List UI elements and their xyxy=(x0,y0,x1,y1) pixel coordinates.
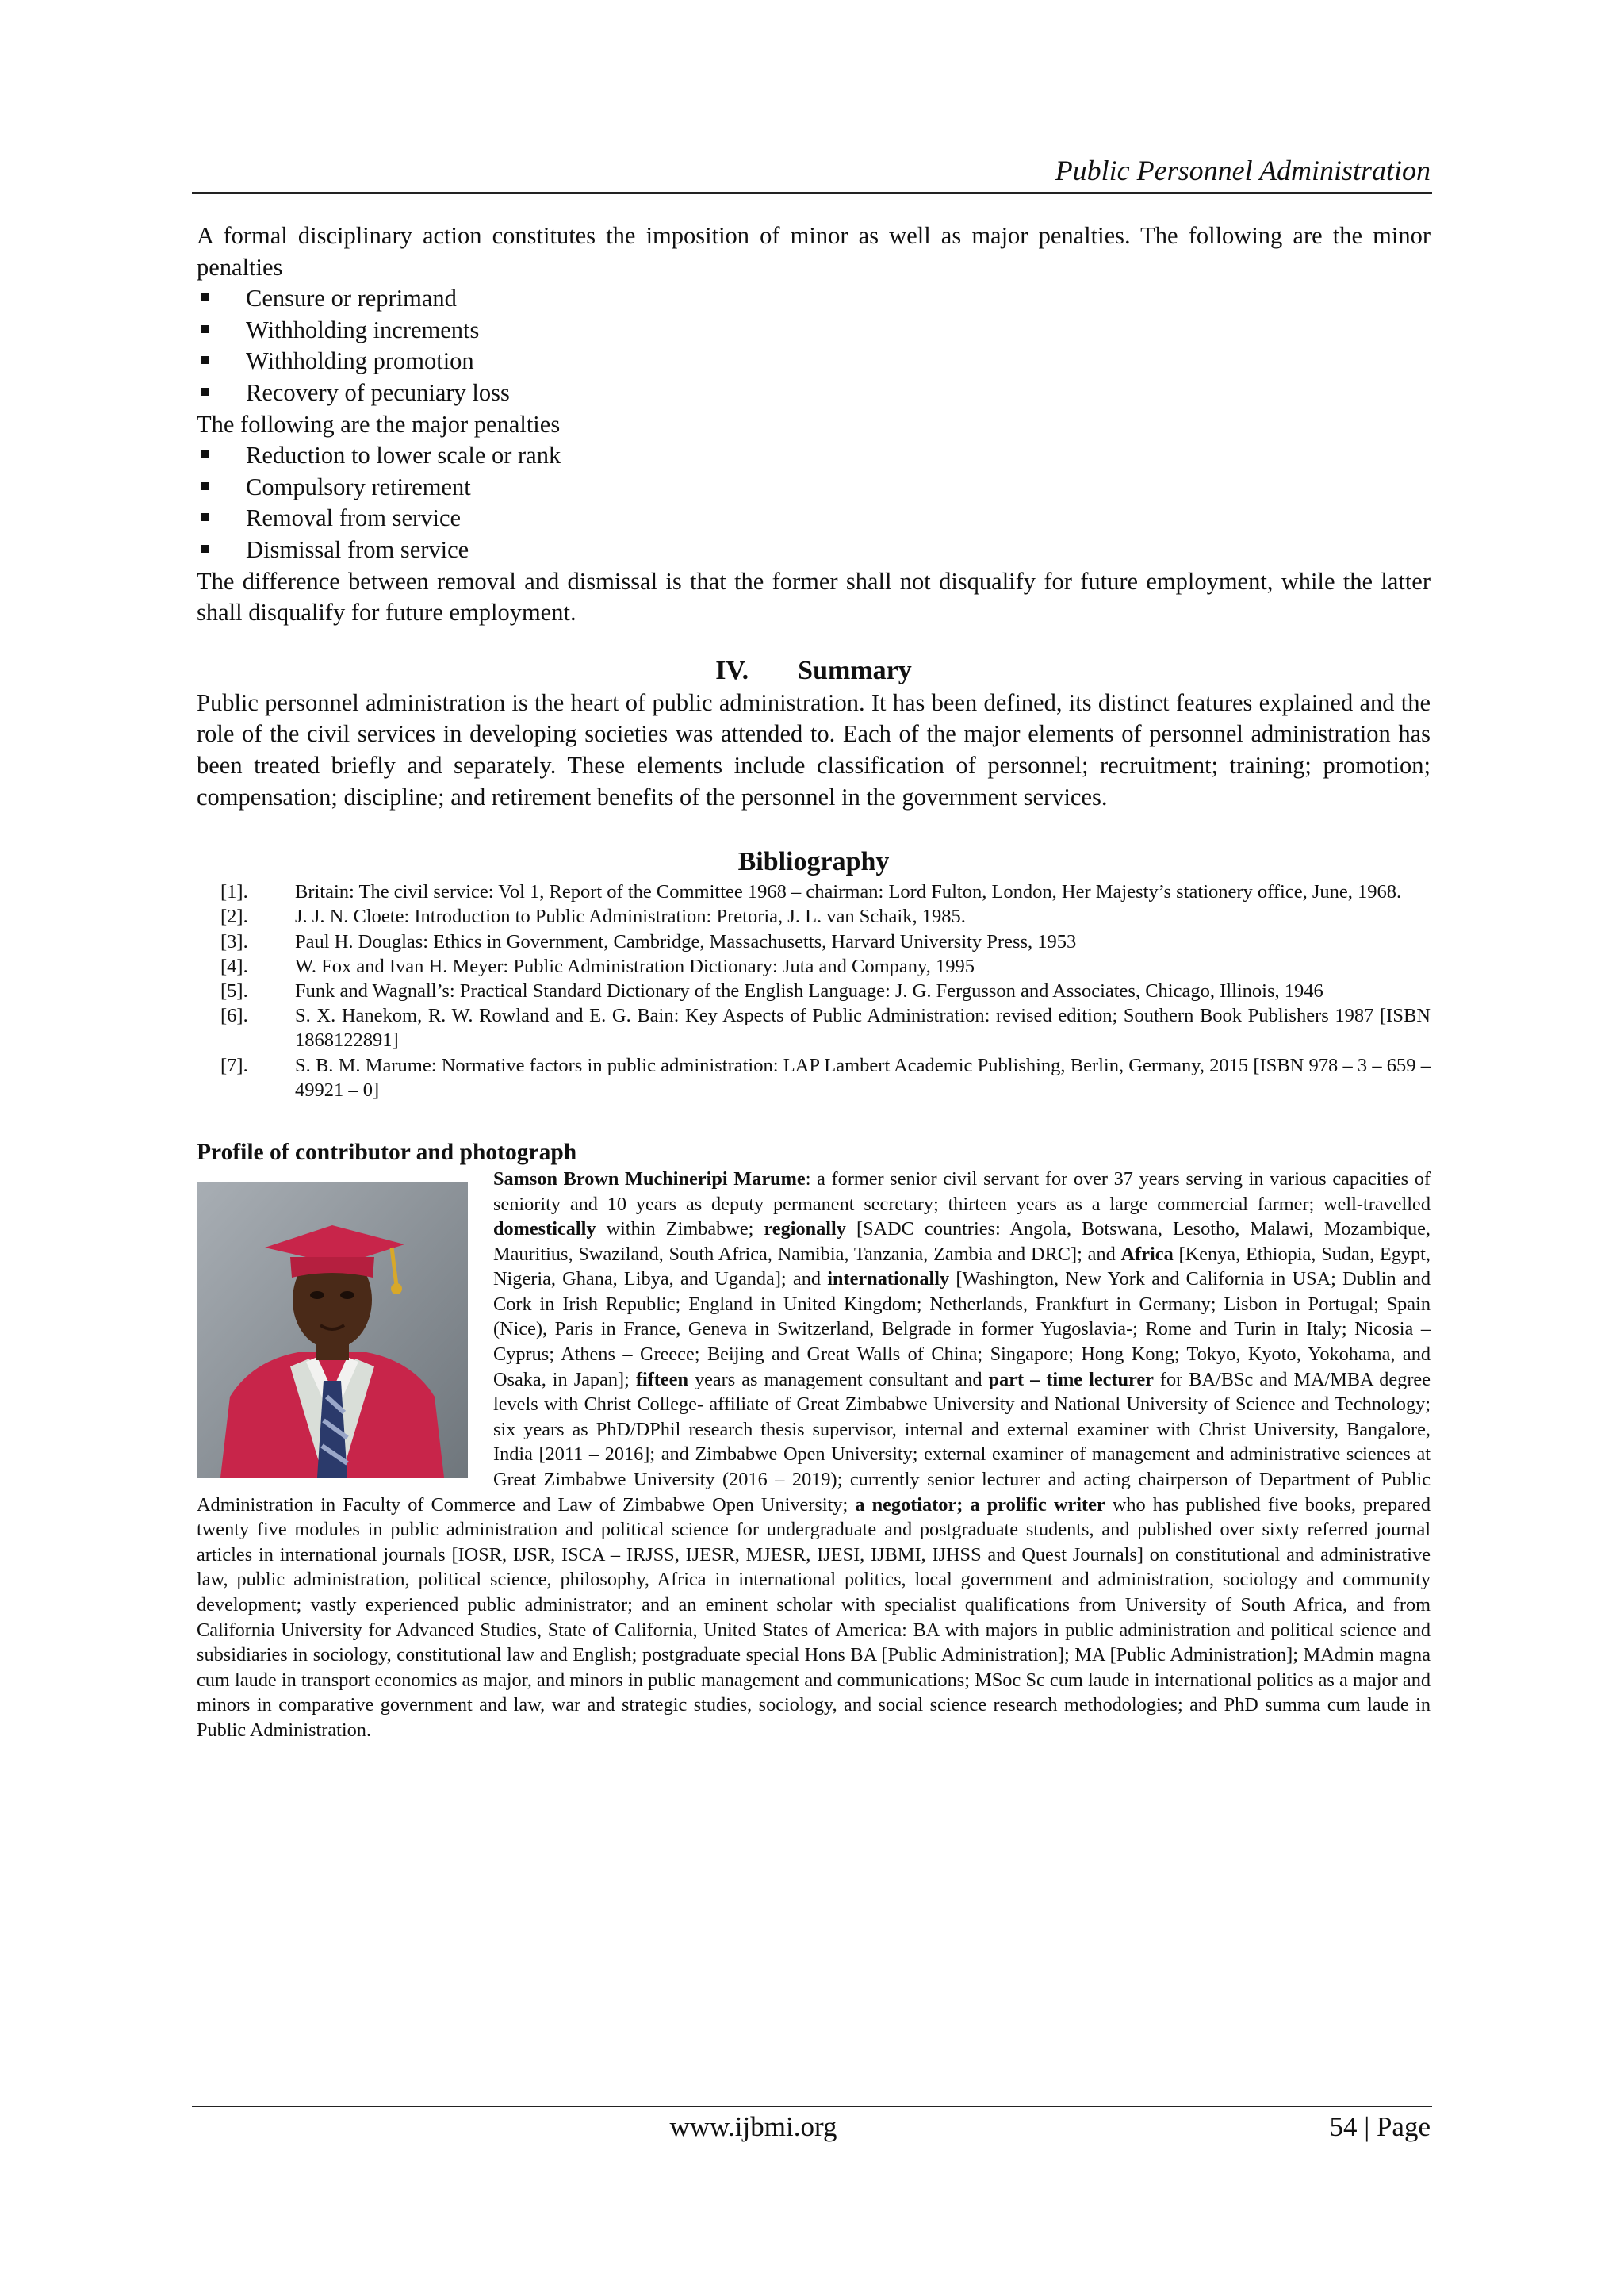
reference-item xyxy=(197,930,1431,954)
list-item: Withholding promotion xyxy=(197,346,1431,378)
reference-number: [1]. xyxy=(220,881,248,903)
difference-paragraph: The difference between removal and dismissal is that the former shall not disqualify for future employment, while the latter shall disqualify for future employment. xyxy=(197,567,1431,627)
reference-item xyxy=(197,954,1431,979)
reference-text: Funk and Wagnall’s: Practical Standard Dictionary of the English Language: J. G. Fergusson and Associates, Chicago, Illinois, 1946 xyxy=(295,979,1323,1002)
reference-item xyxy=(197,979,1431,1003)
reference-text: J. J. N. Cloete: Introduction to Public Administration: Pretoria, J. L. van Schaik, 1985. xyxy=(295,906,966,928)
reference-number: [7]. xyxy=(220,1054,248,1076)
major-penalties-list xyxy=(197,440,1431,565)
reference-text: S. B. M. Marume: Normative factors in public administration: LAP Lambert Academic Publishing, Berlin, Germany, 2015 [ISBN 978 – 3 – 659 – 49921 – 0] xyxy=(295,1054,1431,1101)
list-item: Recovery of pecuniary loss xyxy=(197,378,1431,409)
major-penalties-intro: The following are the major penalties xyxy=(197,410,561,438)
list-item: Withholding increments xyxy=(197,315,1431,347)
reference-text: Britain: The civil service: Vol 1, Report of the Committee 1968 – chairman: Lord Fulton, London, Her Majesty’s stationery office, June, 1968. xyxy=(295,881,1402,903)
profile-heading: Profile of contributor and photograph xyxy=(197,1139,577,1165)
page-body xyxy=(197,220,1431,1743)
reference-item xyxy=(197,904,1431,929)
reference-list xyxy=(197,880,1431,1102)
header-rule xyxy=(192,192,1432,194)
bibliography-heading: Bibliography xyxy=(737,847,890,877)
reference-text: S. X. Hanekom, R. W. Rowland and E. G. Bain: Key Aspects of Public Administration: revised edition; Southern Book Publishers 1987 [ISBN 1868122891] xyxy=(295,1005,1431,1052)
list-item: Dismissal from service xyxy=(197,535,1431,566)
section-title: Summary xyxy=(798,655,912,685)
list-item: Censure or reprimand xyxy=(197,283,1431,315)
reference-item xyxy=(197,1003,1431,1052)
contributor-name: Samson Brown Muchineripi Marume xyxy=(493,1167,806,1190)
contributor-photo xyxy=(197,1182,468,1478)
reference-number: [5]. xyxy=(220,979,248,1002)
reference-number: [2]. xyxy=(220,906,248,928)
footer-rule xyxy=(192,2106,1432,2107)
reference-number: [4]. xyxy=(220,955,248,977)
summary-paragraph: Public personnel administration is the heart of public administration. It has been defined, its distinct features explained and the role of the civil services in developing societies was attended to. Each of the major elements of personnel administration has been treated briefly and separately. These elements include classification of personnel; recruitment; training; promotion; compensation; discipline; and retirement benefits of the personnel in the government services. xyxy=(197,688,1431,811)
page-number: 54 | Page xyxy=(1329,2111,1431,2142)
minor-penalties-intro: A formal disciplinary action constitutes the imposition of minor as well as major penalties. The following are the minor penalties xyxy=(197,222,1431,281)
running-header: Public Personnel Administration xyxy=(1055,155,1431,186)
section-number: IV. xyxy=(715,655,749,685)
summary-heading xyxy=(197,655,1431,687)
profile-paragraph: Samson Brown Muchineripi Marume: a former senior civil servant for over 37 years serving in various capacities of seniority and 10 years as deputy permanent secretary; thirteen years as a large commercial farmer; well-travelled domestically within Zimbabwe; regionally [SADC countries: Angola, Botswana, Lesotho, Malawi, Mozambique, Mauritius, Swaziland, South Africa, Namibia, Tanzania, Zambia and DRC]; and Africa [Kenya, Ethiopia, Sudan, Egypt, Nigeria, Ghana, Libya, and Uganda]; and internationally [Washington, New York and California in USA; Dublin and Cork in Irish Republic; England in United Kingdom; Netherlands, Frankfurt in Germany; Lisbon in Portugal; Spain (Nice), Paris in France, Geneva in Switzerland, Belgrade in former Yugoslavia-; Rome and Turin in Italy; Nicosia – Cyprus; Athens – Greece; Beijing and Great Walls of China; Singapore; Hong Kong; Tokyo, Kyoto, Yokohama, and Osaka, in Japan]; fifteen years as management consultant and part – time lecturer for BA/BSc and MA/MBA degree levels with Christ College- affiliate of Great Zimbabwe University and National University of Science and Technology; six years as PhD/DPhil research thesis supervisor, internal and external examiner with Christ University, Bangalore, India [2011 – 2016]; and Zimbabwe Open University; external examiner of management and administrative sciences at Great Zimbabwe University (2016 – 2019); currently senior lecturer and acting chairperson of Department of Public Administration in Faculty of Commerce and Law of Zimbabwe Open University; a negotiator; a prolific writer who has published five books, prepared twenty five modules in public administration and political science for undergraduate and postgraduate students, and published over sixty referred journal articles in international journals [IOSR, IJSR, ISCA – IRJSS, IJESR, MJESR, IJESI, IJBMI, IJHSS and Quest Journals] on constitutional and administrative law, public administration, political science, philosophy, Africa in international politics, local government and administration, sociology and community development; vastly experienced public administrator; and an eminent scholar with specialist qualifications from University of South Africa, and from California University for Advanced Studies, State of California, United States of America: BA with majors in public administration and political science and subsidiaries in sociology, constitutional law and English; postgraduate special Hons BA [Public Administration]; MA [Public Administration]; MAdmin magna cum laude in transport economics as major, and minors in public management and communications; MSoc Sc cum laude in international politics as a major and minors in comparative government and law, war and strategic studies, sociology, and social science research methodologies; and PhD summa cum laude in Public Administration. xyxy=(197,1167,1431,1741)
footer-url: www.ijbmi.org xyxy=(669,2111,837,2142)
reference-number: [3]. xyxy=(220,930,248,953)
reference-item xyxy=(197,1053,1431,1102)
list-item: Compulsory retirement xyxy=(197,472,1431,504)
minor-penalties-list xyxy=(197,283,1431,408)
list-item: Reduction to lower scale or rank xyxy=(197,440,1431,472)
reference-number: [6]. xyxy=(220,1005,248,1027)
list-item: Removal from service xyxy=(197,503,1431,535)
reference-item xyxy=(197,880,1431,904)
reference-text: W. Fox and Ivan H. Meyer: Public Administration Dictionary: Juta and Company, 1995 xyxy=(295,955,975,977)
reference-text: Paul H. Douglas: Ethics in Government, Cambridge, Massachusetts, Harvard University Press, 1953 xyxy=(295,930,1077,953)
